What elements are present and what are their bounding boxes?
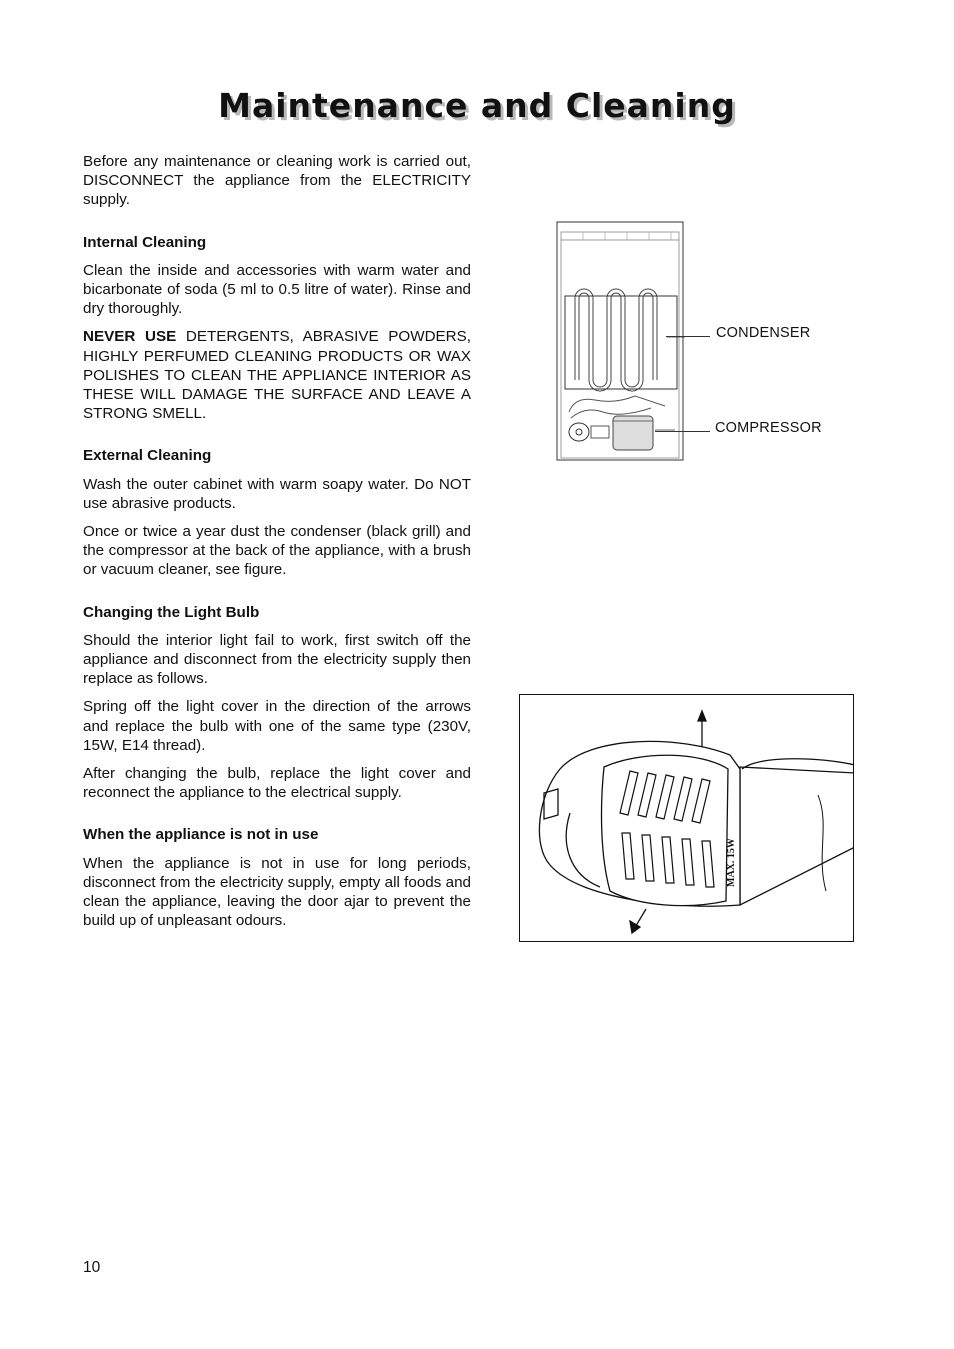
appliance-back-diagram [555,220,685,463]
light-cover-illustration [520,695,854,942]
internal-cleaning-warning [83,327,471,423]
light-bulb-paragraph-3: After changing the bulb, replace the light cover and reconnect the appliance to the electrical supply. [83,765,471,802]
light-cover-diagram [519,694,854,942]
not-in-use-heading: When the appliance is not in use [83,826,319,844]
internal-cleaning-heading: Internal Cleaning [83,233,207,251]
condenser-leader-line [666,336,710,337]
compressor-leader-line [655,431,710,432]
text-column [83,152,471,940]
external-cleaning-heading: External Cleaning [83,447,212,465]
light-bulb-paragraph-2: Spring off the light cover in the direction of the arrows and replace the bulb with one of the same type (230V, 15W, E14 thread). [83,698,471,754]
page-number: 10 [83,1259,101,1276]
page-title: Maintenance and Cleaning [218,86,736,125]
fan-motor [569,423,589,441]
not-in-use-paragraph: When the appliance is not in use for long periods, disconnect from the electricity supply, empty all foods and clean the appliance, leaving the door ajar to prevent the build up of unpleasant odours. [83,854,471,930]
warning-emphasis: NEVER USE [83,328,177,346]
light-bulb-heading: Changing the Light Bulb [83,603,260,621]
lamp-housing [740,767,854,905]
external-cleaning-paragraph-2: Once or twice a year dust the condenser (black grill) and the compressor at the back of the appliance, with a brush or vacuum cleaner, see figure. [83,523,471,579]
light-bulb-paragraph-1: Should the interior light fail to work, first switch off the appliance and disconnect from the electricity supply then replace as follows. [83,631,471,688]
internal-cleaning-paragraph: Clean the inside and accessories with warm water and bicarbonate of soda (5 ml to 0.5 litre of water). Rinse and dry thoroughly. [83,261,471,318]
condenser-label: CONDENSER [716,325,811,341]
warning-text: DETERGENTS, ABRASIVE POWDERS, HIGHLY PERFUMED CLEANING PRODUCTS OR WAX POLISHES TO CLEAN THE APPLIANCE INTERIOR AS THESE WILL DAMAGE THE SURFACE AND LEAVE A STRONG SMELL. [83,328,471,423]
condenser-coil [575,289,657,391]
compressor-label: COMPRESSOR [715,420,822,436]
cover-marking: MAX. 15W [726,838,737,887]
intro-paragraph: Before any maintenance or cleaning work is carried out, DISCONNECT the appliance from the ELECTRICITY supply. [83,153,471,209]
external-cleaning-paragraph-1: Wash the outer cabinet with warm soapy water. Do NOT use abrasive products. [83,475,471,512]
